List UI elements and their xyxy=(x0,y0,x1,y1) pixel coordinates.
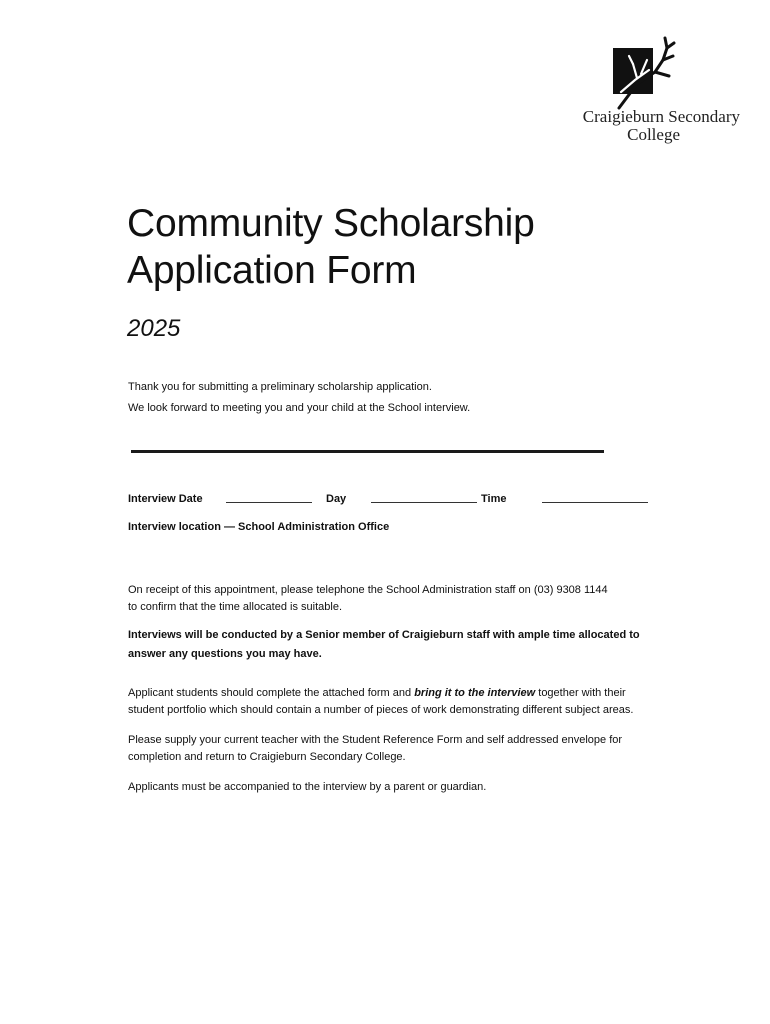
section-divider xyxy=(131,450,604,453)
portfolio-paragraph xyxy=(128,685,688,719)
interview-date-label: Interview Date xyxy=(128,493,203,505)
intro-text xyxy=(128,377,470,419)
title-line1: Community Scholarship xyxy=(127,202,535,245)
school-name-line2: College xyxy=(627,125,680,144)
intro-line2: We look forward to meeting you and your child at the School interview. xyxy=(128,402,471,414)
senior-line1: Interviews will be conducted by a Senior member of Craigieburn staff with ample time allocated to xyxy=(128,629,640,641)
portfolio-pre: Applicant students should complete the attached form and xyxy=(128,687,415,699)
title-line2: Application Form xyxy=(127,249,417,292)
interview-day-field[interactable] xyxy=(371,502,477,503)
portfolio-post: together with their xyxy=(535,687,626,699)
interview-time-label: Time xyxy=(481,493,507,505)
receipt-line1: On receipt of this appointment, please telephone the School Administration staff on (03) 9308 1144 xyxy=(128,584,608,596)
interview-schedule xyxy=(128,493,668,509)
school-name-line1: Craigieburn Secondary xyxy=(582,107,740,126)
reference-paragraph xyxy=(128,732,688,766)
interview-date-field[interactable] xyxy=(226,502,312,503)
senior-staff-paragraph xyxy=(128,626,688,664)
receipt-line2: to confirm that the time allocated is suitable. xyxy=(128,601,342,613)
guardian-paragraph: Applicants must be accompanied to the interview by a parent or guardian. xyxy=(128,781,487,793)
senior-line2: answer any questions you may have. xyxy=(128,648,322,660)
interview-time-field[interactable] xyxy=(542,502,648,503)
receipt-paragraph xyxy=(128,582,688,616)
portfolio-line2: student portfolio which should contain a number of pieces of work demonstrating different subject areas. xyxy=(128,704,634,716)
interview-location: Interview location — School Administration Office xyxy=(128,521,390,533)
page-title xyxy=(127,200,535,294)
portfolio-emphasis: bring it to the interview xyxy=(414,687,536,699)
intro-line1: Thank you for submitting a preliminary scholarship application. xyxy=(128,381,432,393)
stag-logo-icon xyxy=(611,34,677,110)
year-label: 2025 xyxy=(127,315,181,342)
interview-day-label: Day xyxy=(326,493,347,505)
reference-line2: completion and return to Craigieburn Secondary College. xyxy=(128,751,406,763)
school-name xyxy=(540,108,740,144)
reference-line1: Please supply your current teacher with the Student Reference Form and self addressed envelope for xyxy=(128,734,623,746)
